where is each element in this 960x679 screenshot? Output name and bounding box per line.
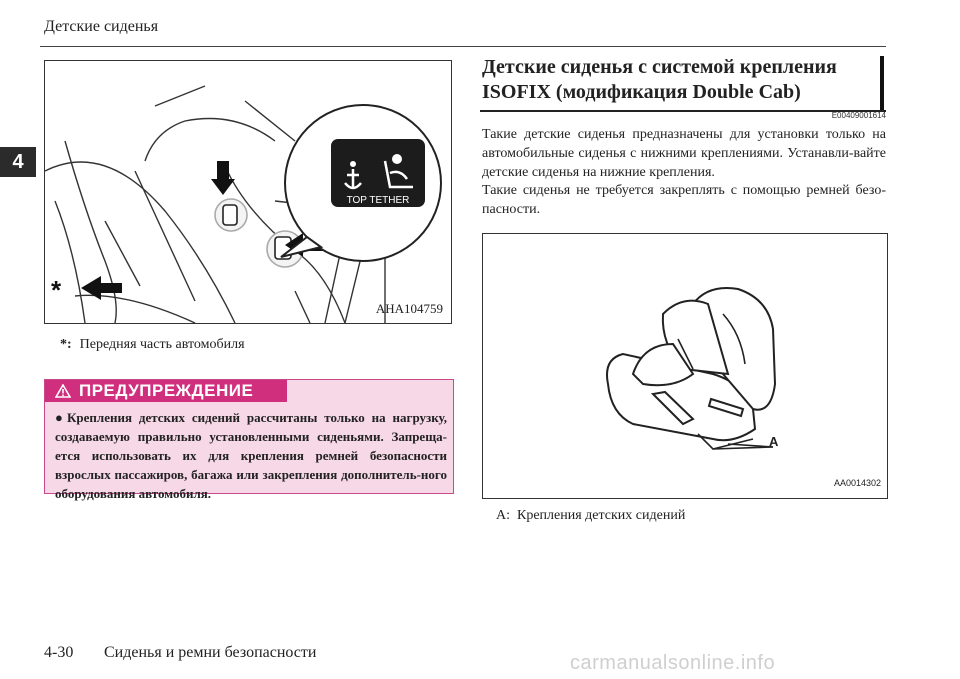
callout-a: A	[769, 434, 779, 449]
figure-isofix-seat-view	[44, 60, 452, 324]
header-divider	[40, 46, 886, 47]
warning-box	[44, 379, 454, 501]
warning-text	[55, 408, 447, 503]
figure-child-seat	[482, 233, 888, 499]
figure-note	[496, 508, 685, 524]
icon-label: TOP TETHER	[346, 195, 410, 206]
page-header-title: Детские сиденья	[44, 18, 159, 35]
warning-header	[45, 380, 287, 402]
bullet-icon: ●	[55, 410, 63, 425]
section-title-rule	[480, 110, 886, 112]
figure-code: AHA104759	[375, 301, 443, 316]
seat-anchor-illustration	[45, 61, 451, 323]
warning-triangle-icon	[55, 384, 71, 398]
section-paragraph-2: Такие сиденья не требуется закреплять с помощью ремней безо-пасности.	[482, 183, 886, 217]
child-seat-illustration	[483, 234, 887, 498]
note-label: A:	[496, 508, 510, 523]
star-marker: *	[51, 275, 62, 305]
section-paragraph-1: Такие детские сиденья предназначены для установки только на автомобильные сиденья с нижними креплениями. Устанавли-вайте детские сиденья на нижние крепления.	[482, 127, 886, 180]
figure-code: AA0014302	[833, 478, 881, 488]
section-code: E00409001614	[831, 111, 886, 120]
warning-text-content: Крепления детских сидений рассчитаны только на нагрузку, создаваемую правильно установленными сиденьями. Запреща-ется использовать их для крепления ремней безопасности взрослых пассажиров, багажа или закрепления дополнитель-ного оборудования автомобиля.	[55, 410, 447, 501]
note-marker: *:	[60, 337, 72, 352]
warning-title: ПРЕДУПРЕЖДЕНИЕ	[79, 381, 254, 400]
section-title-bar	[880, 56, 884, 110]
figure-note	[60, 337, 245, 353]
watermark: carmanualsonline.info	[570, 652, 776, 674]
footer-chapter-title: Сиденья и ремни безопасности	[104, 644, 317, 661]
page-number: 4-30	[44, 644, 74, 661]
chapter-tab: 4	[0, 147, 36, 177]
section-title: Детские сиденья с системой крепления ISOFIX (модификация Double Cab)	[482, 56, 837, 103]
note-text: Передняя часть автомобиля	[79, 337, 245, 352]
note-text: Крепления детских сидений	[517, 508, 686, 523]
